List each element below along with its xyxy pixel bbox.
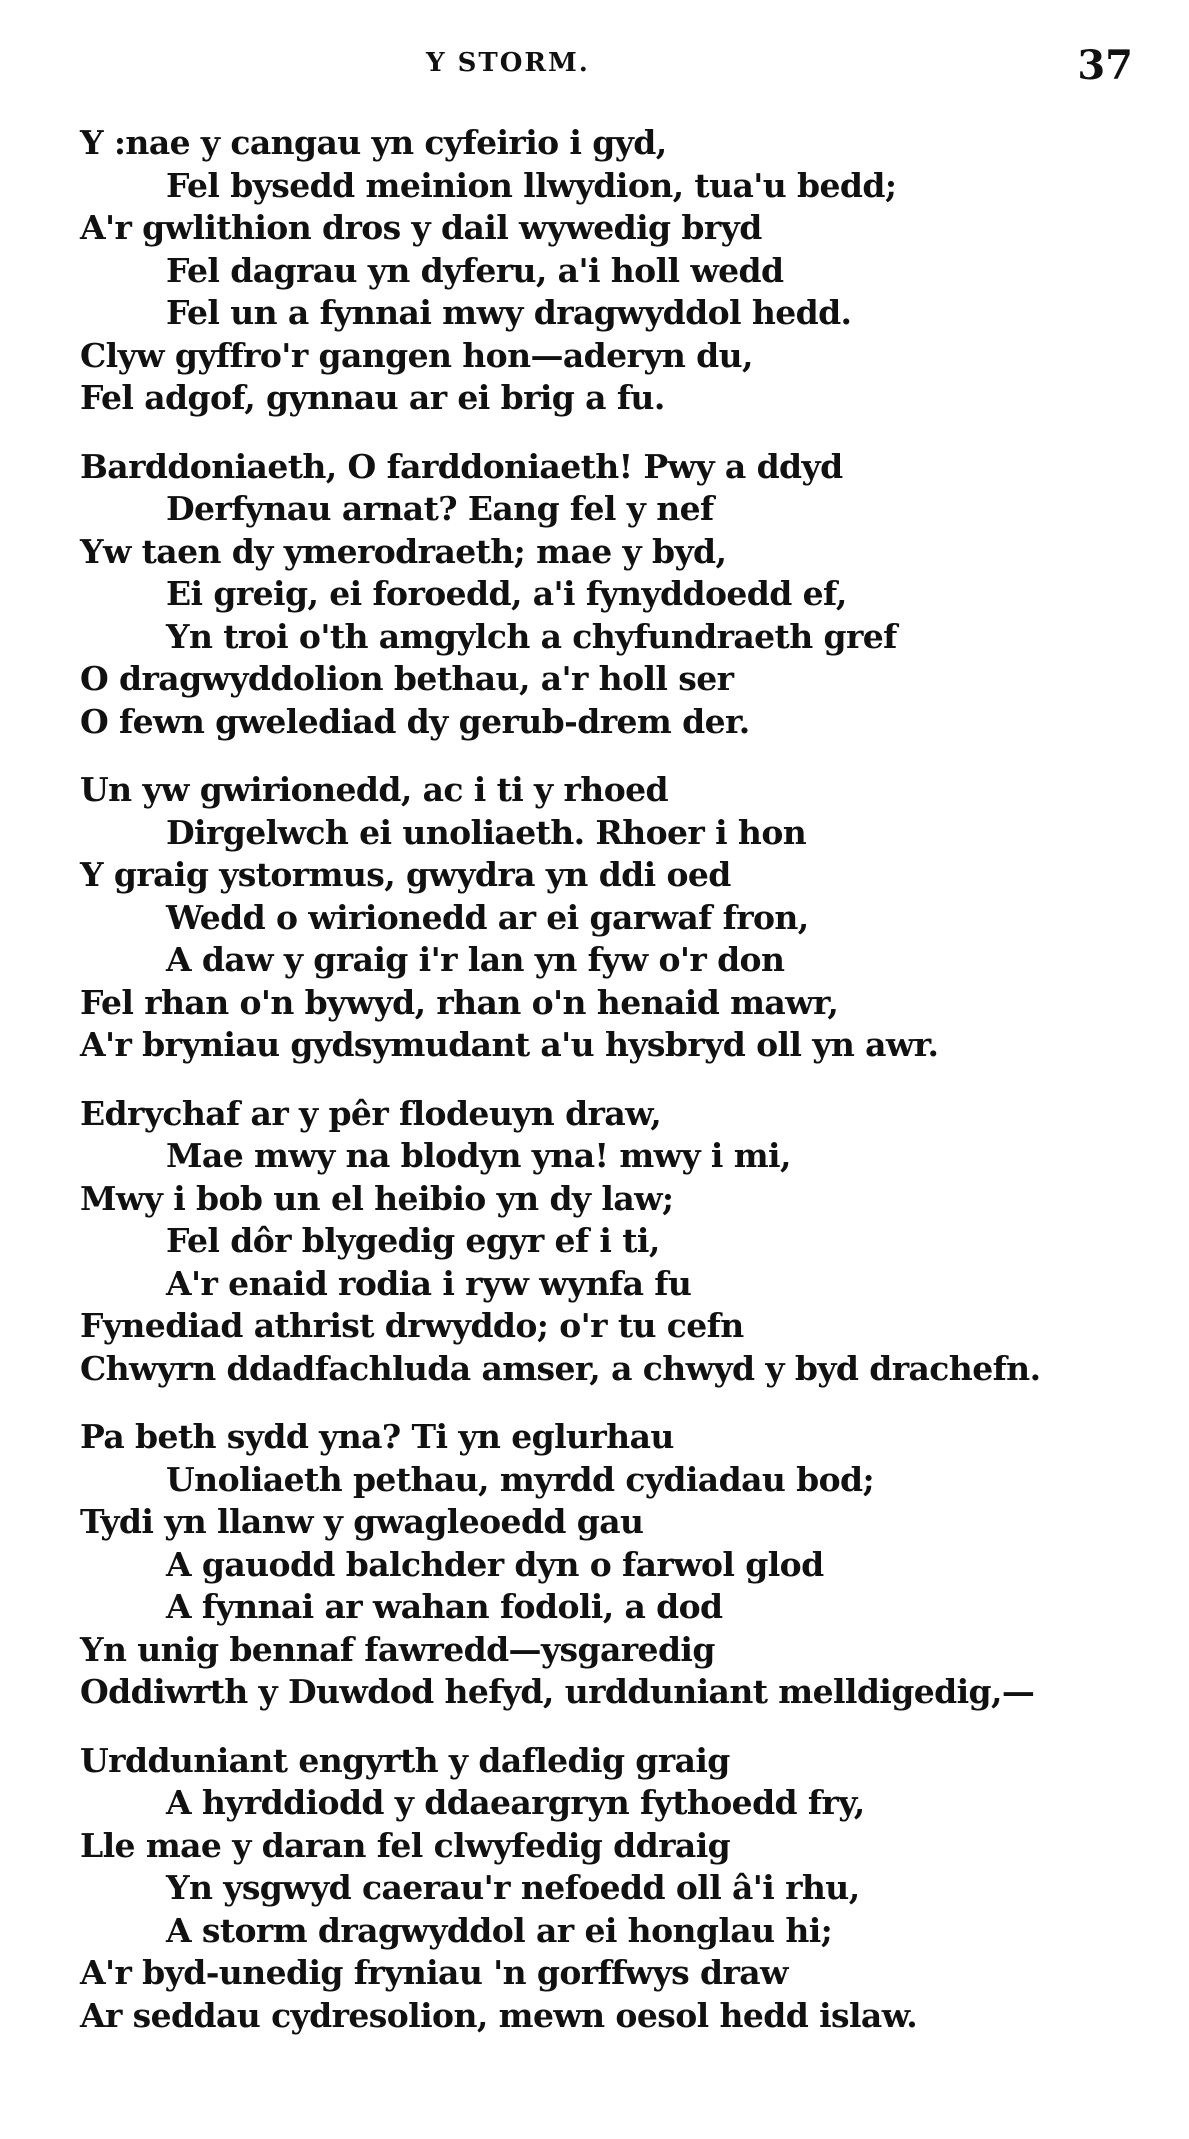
stanza	[80, 122, 1160, 420]
poem-line: O dragwyddolion bethau, a'r holl ser	[80, 659, 734, 698]
poem-line: A gauodd balchder dyn o farwol glod	[166, 1544, 824, 1584]
stanza	[80, 1093, 1160, 1391]
poem-line: A'r bryniau gydsymudant a'u hysbryd oll yn awr.	[80, 1025, 939, 1064]
stanza	[80, 769, 1160, 1067]
poem-line: Tydi yn llanw y gwagleoedd gau	[80, 1502, 644, 1541]
poem-line: Fel rhan o'n bywyd, rhan o'n henaid mawr,	[80, 982, 839, 1022]
stanza	[80, 1740, 1160, 2038]
poem-line: Fel dôr blygedig egyr ef i ti,	[166, 1221, 660, 1260]
poem-line: Barddoniaeth, O farddoniaeth! Pwy a ddyd	[80, 446, 843, 486]
poem-line: A storm dragwyddol ar ei honglau hi;	[166, 1910, 833, 1950]
running-header	[0, 42, 1189, 92]
poem-line: Fynediad athrist drwyddo; o'r tu cefn	[80, 1306, 744, 1345]
poem-line: Unoliaeth pethau, myrdd cydiadau bod;	[166, 1459, 875, 1499]
poem-line: Mae mwy na blodyn yna! mwy i mi,	[166, 1136, 791, 1175]
poem-line: Fel adgof, gynnau ar ei brig a fu.	[80, 378, 665, 417]
poem-line: Derfynau arnat? Eang fel y nef	[166, 489, 714, 528]
poem-line: Pa beth sydd yna? Ti yn eglurhau	[80, 1417, 674, 1456]
poem-line: Yn ysgwyd caerau'r nefoedd oll â'i rhu,	[166, 1868, 860, 1907]
poem-line: Yw taen dy ymerodraeth; mae y byd,	[80, 531, 727, 571]
poem-line: Yn troi o'th amgylch a chyfundraeth gref	[166, 616, 897, 656]
poem-line: A'r byd-unedig fryniau 'n gorffwys draw	[80, 1953, 788, 1992]
poem-line: Dirgelwch ei unoliaeth. Rhoer i hon	[166, 812, 807, 852]
page-number: 37	[1077, 42, 1133, 89]
poem-line: Fel dagrau yn dyferu, a'i holl wedd	[166, 250, 784, 290]
poem-line: A'r gwlithion dros y dail wywedig bryd	[80, 208, 762, 247]
stanza	[80, 1416, 1160, 1714]
poem-line: A hyrddiodd y ddaeargryn fythoedd fry,	[166, 1783, 865, 1822]
poem-line: O fewn gwelediad dy gerub-drem der.	[80, 701, 750, 741]
stanza	[80, 446, 1160, 744]
poem-line: Ar seddau cydresolion, mewn oesol hedd islaw.	[80, 1995, 918, 2035]
poem-line: Ei greig, ei foroedd, a'i fynyddoedd ef,	[166, 574, 847, 613]
running-title: Y STORM.	[426, 48, 590, 78]
poem-line: Lle mae y daran fel clwyfedig ddraig	[80, 1825, 731, 1865]
poem-body	[80, 122, 1160, 2063]
poem-line: A daw y graig i'r lan yn fyw o'r don	[166, 940, 785, 979]
poem-line: Yn unig bennaf fawredd—ysgaredig	[80, 1629, 715, 1669]
poem-line: Un yw gwirionedd, ac i ti y rhoed	[80, 770, 668, 809]
poem-line: Chwyrn ddadfachluda amser, a chwyd y byd drachefn.	[80, 1348, 1041, 1388]
poem-line: Y :nae y cangau yn cyfeirio i gyd,	[80, 123, 667, 162]
poem-line: Oddiwrth y Duwdod hefyd, urdduniant melldigedig,—	[80, 1672, 1035, 1711]
poem-line: Mwy i bob un el heibio yn dy law;	[80, 1178, 674, 1218]
poem-line: Clyw gyffro'r gangen hon—aderyn du,	[80, 335, 753, 375]
poem-line: A'r enaid rodia i ryw wynfa fu	[166, 1263, 692, 1303]
poem-line: Fel un a fynnai mwy dragwyddol hedd.	[166, 293, 852, 332]
poem-line: A fynnai ar wahan fodoli, a dod	[166, 1587, 723, 1626]
poem-line: Y graig ystormus, gwydra yn ddi oed	[80, 855, 731, 894]
poem-line: Wedd o wirionedd ar ei garwaf fron,	[166, 897, 809, 937]
poem-line: Edrychaf ar y pêr flodeuyn draw,	[80, 1093, 662, 1133]
poem-line: Fel bysedd meinion llwydion, tua'u bedd;	[166, 165, 897, 205]
poem-line: Urdduniant engyrth y dafledig graig	[80, 1740, 730, 1780]
